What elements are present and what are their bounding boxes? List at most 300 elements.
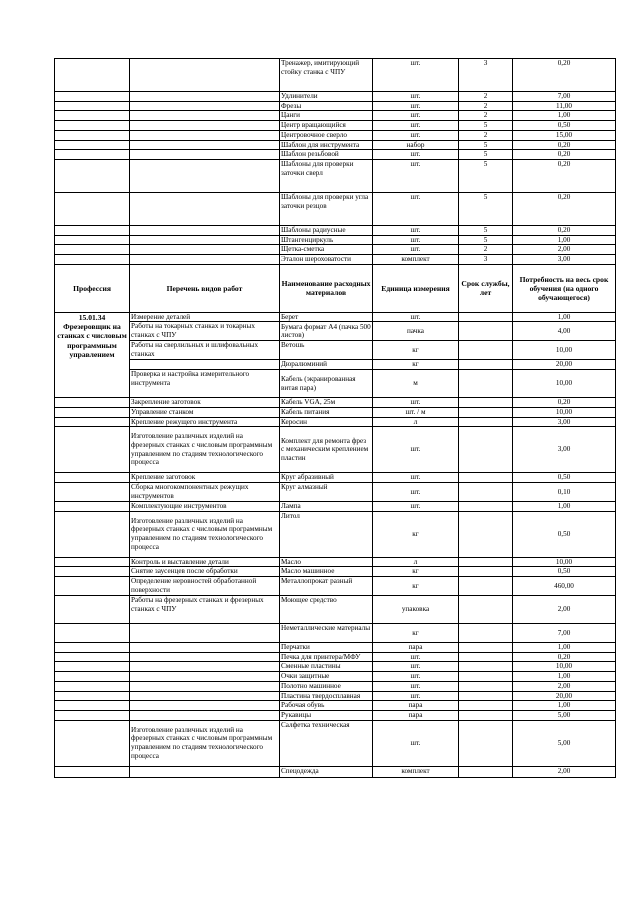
- table-row: [55, 59, 616, 92]
- table-row: [55, 92, 616, 102]
- prev-work-cell: [130, 255, 280, 265]
- requirement-cell: 2,00: [513, 766, 616, 777]
- unit-cell: шт.: [373, 672, 459, 682]
- unit-cell: шт.: [373, 150, 459, 160]
- work-type-cell: Управление станком: [130, 407, 280, 417]
- prev-work-cell: [130, 140, 280, 150]
- prev-profession-cell: [55, 150, 130, 160]
- unit-cell: шт.: [373, 111, 459, 121]
- requirement-cell: 0,50: [513, 567, 616, 577]
- prev-work-cell: [130, 59, 280, 92]
- unit-cell: упаковка: [373, 596, 459, 624]
- table-row: [55, 511, 616, 557]
- table-row: [55, 710, 616, 720]
- material-name-cell: Дюралюминий: [280, 360, 373, 370]
- requirement-cell: 5,00: [513, 710, 616, 720]
- unit-cell: шт.: [373, 235, 459, 245]
- material-name-cell: Спецодежда: [280, 766, 373, 777]
- table-row: [55, 150, 616, 160]
- work-type-cell: [130, 672, 280, 682]
- unit-cell: комплект: [373, 766, 459, 777]
- material-name-cell: Масло машинное: [280, 567, 373, 577]
- material-name-cell: Литол: [280, 511, 373, 557]
- service-life-cell: 2: [459, 130, 513, 140]
- service-life-cell: 5: [459, 150, 513, 160]
- prev-work-cell: [130, 245, 280, 255]
- service-life-cell: [459, 557, 513, 567]
- table-row: [55, 672, 616, 682]
- material-name-cell: Кабель VGA, 25м: [280, 398, 373, 408]
- material-name-cell: Масло: [280, 557, 373, 567]
- unit-cell: комплект: [373, 255, 459, 265]
- material-name-cell: Очки защитные: [280, 672, 373, 682]
- header-work-types: Перечень видов работ: [130, 264, 280, 312]
- work-type-cell: Крепление режущего инструмента: [130, 417, 280, 427]
- unit-cell: л: [373, 417, 459, 427]
- work-type-cell: Сборка многокомпонентных режущих инструментов: [130, 482, 280, 501]
- service-life-cell: [459, 596, 513, 624]
- prev-profession-cell: [55, 59, 130, 92]
- work-type-cell: [130, 662, 280, 672]
- requirement-cell: 15,00: [513, 130, 616, 140]
- material-name-cell: Салфетка техническая: [280, 720, 373, 766]
- material-name-cell: Круг абразивный: [280, 473, 373, 483]
- requirement-cell: 1,00: [513, 672, 616, 682]
- material-name-cell: Перчатки: [280, 643, 373, 653]
- document-page: [54, 58, 615, 778]
- unit-cell: шт.: [373, 681, 459, 691]
- unit-cell: шт.: [373, 245, 459, 255]
- work-type-cell: [130, 360, 280, 370]
- prev-profession-cell: [55, 159, 130, 192]
- service-life-cell: [459, 360, 513, 370]
- prev-work-cell: [130, 101, 280, 111]
- material-name-cell: Берет: [280, 312, 373, 322]
- material-name-cell: Моющее средство: [280, 596, 373, 624]
- material-name-cell: Шаблон для инструмента: [280, 140, 373, 150]
- service-life-cell: 5: [459, 225, 513, 235]
- table-row: [55, 691, 616, 701]
- work-type-cell: Снятие заусенцев после обработки: [130, 567, 280, 577]
- requirement-cell: 0,10: [513, 482, 616, 501]
- prev-work-cell: [130, 92, 280, 102]
- material-name-cell: Центровочное сверло: [280, 130, 373, 140]
- requirement-cell: 2,00: [513, 596, 616, 624]
- work-type-cell: [130, 643, 280, 653]
- requirement-cell: 1,00: [513, 312, 616, 322]
- requirement-cell: 11,00: [513, 101, 616, 111]
- work-type-cell: [130, 701, 280, 711]
- continued-rows: [55, 59, 616, 265]
- table-row: [55, 577, 616, 596]
- work-type-cell: Измерение деталей: [130, 312, 280, 322]
- work-type-cell: [130, 624, 280, 643]
- profession-cell-empty: [55, 662, 130, 672]
- profession-cell-empty: [55, 567, 130, 577]
- unit-cell: шт. / м: [373, 407, 459, 417]
- service-life-cell: [459, 720, 513, 766]
- service-life-cell: 5: [459, 121, 513, 131]
- requirement-cell: 7,00: [513, 92, 616, 102]
- material-name-cell: Круг алмазный: [280, 482, 373, 501]
- requirement-cell: 20,00: [513, 360, 616, 370]
- requirement-cell: 5,00: [513, 720, 616, 766]
- table-row: [55, 312, 616, 322]
- table-row: [55, 681, 616, 691]
- profession-cell-empty: [55, 501, 130, 511]
- service-life-cell: 2: [459, 245, 513, 255]
- header-service-life: Срок службы, лет: [459, 264, 513, 312]
- service-life-cell: [459, 624, 513, 643]
- requirement-cell: 1,00: [513, 501, 616, 511]
- requirement-cell: 10,00: [513, 341, 616, 360]
- service-life-cell: [459, 567, 513, 577]
- work-type-cell: Работы на токарных станках и токарных станках с ЧПУ: [130, 322, 280, 341]
- prev-work-cell: [130, 150, 280, 160]
- unit-cell: шт.: [373, 92, 459, 102]
- material-name-cell: Эталон шероховатости: [280, 255, 373, 265]
- service-life-cell: [459, 417, 513, 427]
- profession-cell-empty: [55, 557, 130, 567]
- table-row: [55, 701, 616, 711]
- table-row: [55, 121, 616, 131]
- profession-cell-empty: [55, 652, 130, 662]
- work-type-cell: Работы на фрезерных станках и фрезерных станках с ЧПУ: [130, 596, 280, 624]
- service-life-cell: 2: [459, 111, 513, 121]
- requirement-cell: 20,00: [513, 691, 616, 701]
- work-type-cell: Проверка и настройка измерительного инструмента: [130, 370, 280, 398]
- profession-cell-empty: [55, 417, 130, 427]
- table-row: [55, 159, 616, 192]
- header-material-name: Наименование расходных материалов: [280, 264, 373, 312]
- prev-profession-cell: [55, 225, 130, 235]
- unit-cell: пара: [373, 710, 459, 720]
- unit-cell: кг: [373, 511, 459, 557]
- table-row: [55, 643, 616, 653]
- table-row: [55, 766, 616, 777]
- prev-profession-cell: [55, 101, 130, 111]
- unit-cell: шт.: [373, 720, 459, 766]
- requirement-cell: 0,20: [513, 59, 616, 92]
- prev-work-cell: [130, 130, 280, 140]
- unit-cell: шт.: [373, 501, 459, 511]
- prev-work-cell: [130, 225, 280, 235]
- prev-work-cell: [130, 111, 280, 121]
- unit-cell: шт.: [373, 130, 459, 140]
- table-row: [55, 398, 616, 408]
- material-name-cell: Щетка-сметка: [280, 245, 373, 255]
- prev-work-cell: [130, 192, 280, 225]
- requirement-cell: 7,00: [513, 624, 616, 643]
- service-life-cell: [459, 322, 513, 341]
- material-name-cell: Шаблон резьбовой: [280, 150, 373, 160]
- material-name-cell: Фрезы: [280, 101, 373, 111]
- table-row: [55, 192, 616, 225]
- table-row: [55, 245, 616, 255]
- service-life-cell: [459, 652, 513, 662]
- requirement-cell: 1,00: [513, 111, 616, 121]
- table-row: [55, 557, 616, 567]
- service-life-cell: [459, 341, 513, 360]
- table-row: [55, 624, 616, 643]
- header-requirement: Потребность на весь срок обучения (на одного обучающегося): [513, 264, 616, 312]
- work-type-cell: [130, 766, 280, 777]
- requirement-cell: 0,20: [513, 140, 616, 150]
- requirement-cell: 3,00: [513, 255, 616, 265]
- unit-cell: набор: [373, 140, 459, 150]
- profession-cell-empty: [55, 577, 130, 596]
- table-row: [55, 341, 616, 360]
- table-row: [55, 101, 616, 111]
- prev-profession-cell: [55, 130, 130, 140]
- table-row: [55, 652, 616, 662]
- unit-cell: кг: [373, 341, 459, 360]
- prev-profession-cell: [55, 255, 130, 265]
- unit-cell: пара: [373, 701, 459, 711]
- work-type-cell: Комплектующие инструментов: [130, 501, 280, 511]
- header-unit: Единица измерения: [373, 264, 459, 312]
- work-type-cell: Изготовление различных изделий на фрезерных станках с числовым программным управлением по стадиям технологического процесса: [130, 720, 280, 766]
- requirement-cell: 3,00: [513, 417, 616, 427]
- prev-profession-cell: [55, 121, 130, 131]
- work-type-cell: Изготовление различных изделий на фрезерных станках с числовым программным управлением по стадиям технологического процесса: [130, 427, 280, 473]
- material-name-cell: Лампа: [280, 501, 373, 511]
- unit-cell: шт.: [373, 691, 459, 701]
- requirement-cell: 4,00: [513, 322, 616, 341]
- material-name-cell: Шаблоны для проверки заточки сверл: [280, 159, 373, 192]
- service-life-cell: [459, 398, 513, 408]
- service-life-cell: [459, 766, 513, 777]
- work-type-cell: Крепление заготовок: [130, 473, 280, 483]
- material-name-cell: Ветошь: [280, 341, 373, 360]
- unit-cell: шт.: [373, 101, 459, 111]
- unit-cell: м: [373, 370, 459, 398]
- unit-cell: шт.: [373, 482, 459, 501]
- profession-cell-empty: [55, 643, 130, 653]
- unit-cell: шт.: [373, 59, 459, 92]
- material-name-cell: Цанги: [280, 111, 373, 121]
- service-life-cell: [459, 577, 513, 596]
- requirement-cell: 10,00: [513, 662, 616, 672]
- unit-cell: шт.: [373, 427, 459, 473]
- requirement-cell: 10,00: [513, 407, 616, 417]
- profession-cell-empty: [55, 482, 130, 501]
- prev-profession-cell: [55, 245, 130, 255]
- requirement-cell: 0,50: [513, 473, 616, 483]
- profession-cell-empty: [55, 766, 130, 777]
- requirement-cell: 1,00: [513, 643, 616, 653]
- service-life-cell: [459, 482, 513, 501]
- work-type-cell: Закрепление заготовок: [130, 398, 280, 408]
- requirement-cell: 1,00: [513, 235, 616, 245]
- material-name-cell: Удлинители: [280, 92, 373, 102]
- table-row: [55, 225, 616, 235]
- work-type-cell: Определение неровностей обработанной поверхности: [130, 577, 280, 596]
- material-name-cell: Рукавицы: [280, 710, 373, 720]
- table-row: [55, 130, 616, 140]
- service-life-cell: 3: [459, 59, 513, 92]
- material-name-cell: Пластина твердосплавная: [280, 691, 373, 701]
- table-row: [55, 567, 616, 577]
- unit-cell: шт.: [373, 225, 459, 235]
- profession-cell-empty: [55, 710, 130, 720]
- prev-work-cell: [130, 235, 280, 245]
- material-name-cell: Неметаллические материалы: [280, 624, 373, 643]
- requirement-cell: 10,00: [513, 370, 616, 398]
- service-life-cell: [459, 473, 513, 483]
- profession-cell-empty: [55, 473, 130, 483]
- profession-cell-empty: [55, 511, 130, 557]
- material-name-cell: Штангенциркуль: [280, 235, 373, 245]
- requirement-cell: 3,00: [513, 427, 616, 473]
- requirement-cell: 0,20: [513, 652, 616, 662]
- work-type-cell: [130, 652, 280, 662]
- service-life-cell: [459, 672, 513, 682]
- unit-cell: шт.: [373, 121, 459, 131]
- service-life-cell: 5: [459, 235, 513, 245]
- table-row: [55, 255, 616, 265]
- profession-cell-empty: [55, 407, 130, 417]
- profession-cell: 15.01.34 Фрезеровщик на станках с числовым программным управлением: [55, 312, 130, 397]
- table-row: [55, 596, 616, 624]
- table-row: [55, 482, 616, 501]
- work-type-cell: [130, 710, 280, 720]
- service-life-cell: [459, 407, 513, 417]
- table-row: [55, 720, 616, 766]
- service-life-cell: [459, 427, 513, 473]
- material-name-cell: Кабель питания: [280, 407, 373, 417]
- profession-cell-empty: [55, 720, 130, 766]
- requirement-cell: 0,20: [513, 398, 616, 408]
- unit-cell: шт.: [373, 473, 459, 483]
- requirement-cell: 0,20: [513, 150, 616, 160]
- unit-cell: шт.: [373, 398, 459, 408]
- material-name-cell: Шаблоны для проверки угла заточки резцов: [280, 192, 373, 225]
- prev-work-cell: [130, 121, 280, 131]
- service-life-cell: [459, 312, 513, 322]
- material-name-cell: Комплект для ремонта фрез с механическим креплением пластин: [280, 427, 373, 473]
- service-life-cell: [459, 691, 513, 701]
- material-name-cell: Бумага формат А4 (пачка 500 листов): [281, 322, 371, 340]
- service-life-cell: [459, 370, 513, 398]
- prev-profession-cell: [55, 140, 130, 150]
- profession-cell-empty: [55, 596, 130, 624]
- table-row: [55, 322, 616, 341]
- service-life-cell: [459, 511, 513, 557]
- unit-cell: л: [373, 557, 459, 567]
- unit-cell: шт.: [373, 652, 459, 662]
- work-type-cell: [130, 691, 280, 701]
- requirement-cell: 2,00: [513, 245, 616, 255]
- service-life-cell: [459, 681, 513, 691]
- work-type-cell: Изготовление различных изделий на фрезерных станках с числовым программным управлением по стадиям технологического процесса: [130, 511, 280, 557]
- material-name-cell: Центр вращающийся: [280, 121, 373, 131]
- requirement-cell: 1,00: [513, 701, 616, 711]
- prev-profession-cell: [55, 235, 130, 245]
- prev-profession-cell: [55, 92, 130, 102]
- table-row: [55, 111, 616, 121]
- table-row: [55, 360, 616, 370]
- service-life-cell: 2: [459, 101, 513, 111]
- unit-cell: шт.: [373, 662, 459, 672]
- material-name-cell: Керосин: [280, 417, 373, 427]
- table-row: [55, 662, 616, 672]
- requirement-cell: 0,20: [513, 159, 616, 192]
- table-row: [55, 140, 616, 150]
- profession-cell-empty: [55, 624, 130, 643]
- profession-cell-empty: [55, 691, 130, 701]
- material-name-cell: Сменные пластины: [280, 662, 373, 672]
- service-life-cell: 5: [459, 159, 513, 192]
- table-row: [55, 473, 616, 483]
- unit-cell: кг: [373, 577, 459, 596]
- service-life-cell: 3: [459, 255, 513, 265]
- material-name-cell: Печка для принтера/МФУ: [280, 652, 373, 662]
- header-profession: Профессия: [55, 264, 130, 312]
- unit-cell: кг: [373, 624, 459, 643]
- material-name-cell: Полотно машинное: [280, 681, 373, 691]
- work-type-cell: [130, 681, 280, 691]
- requirement-cell: 10,00: [513, 557, 616, 567]
- requirement-cell: 2,00: [513, 681, 616, 691]
- unit-cell: пачка: [373, 322, 459, 341]
- table-row: [55, 407, 616, 417]
- table-row: [55, 235, 616, 245]
- requirement-cell: 0,20: [513, 225, 616, 235]
- material-name-cell: Тренажер, имитирующий стойку станка с ЧПУ: [280, 59, 373, 92]
- unit-cell: шт.: [373, 159, 459, 192]
- service-life-cell: 5: [459, 192, 513, 225]
- table-row: [55, 501, 616, 511]
- service-life-cell: [459, 701, 513, 711]
- profession-cell-empty: [55, 701, 130, 711]
- table-row: [55, 370, 616, 398]
- profession-cell-empty: [55, 672, 130, 682]
- unit-cell: шт.: [373, 192, 459, 225]
- profession-cell-empty: [55, 427, 130, 473]
- requirement-cell: 0,50: [513, 121, 616, 131]
- prev-profession-cell: [55, 192, 130, 225]
- profession-cell-empty: [55, 398, 130, 408]
- service-life-cell: 2: [459, 92, 513, 102]
- service-life-cell: 5: [459, 140, 513, 150]
- material-name-cell: Кабель (экранированная витая пара): [280, 370, 373, 398]
- table-row: [55, 427, 616, 473]
- service-life-cell: [459, 710, 513, 720]
- material-name-cell: Металлопрокат разный: [280, 577, 373, 596]
- service-life-cell: [459, 501, 513, 511]
- material-name-cell: Рабочая обувь: [280, 701, 373, 711]
- profession-rows: [55, 312, 616, 777]
- service-life-cell: [459, 643, 513, 653]
- table-header: [55, 264, 616, 312]
- requirement-cell: 460,00: [513, 577, 616, 596]
- prev-profession-cell: [55, 111, 130, 121]
- prev-work-cell: [130, 159, 280, 192]
- material-name-cell: Шаблоны радиусные: [280, 225, 373, 235]
- unit-cell: кг: [373, 360, 459, 370]
- requirement-cell: 0,20: [513, 192, 616, 225]
- unit-cell: кг: [373, 567, 459, 577]
- profession-cell-empty: [55, 681, 130, 691]
- requirement-cell: 0,50: [513, 511, 616, 557]
- service-life-cell: [459, 662, 513, 672]
- unit-cell: пара: [373, 643, 459, 653]
- materials-table: [54, 58, 616, 778]
- work-type-cell: Контроль и выставление детали: [130, 557, 280, 567]
- unit-cell: шт.: [373, 312, 459, 322]
- table-row: [55, 417, 616, 427]
